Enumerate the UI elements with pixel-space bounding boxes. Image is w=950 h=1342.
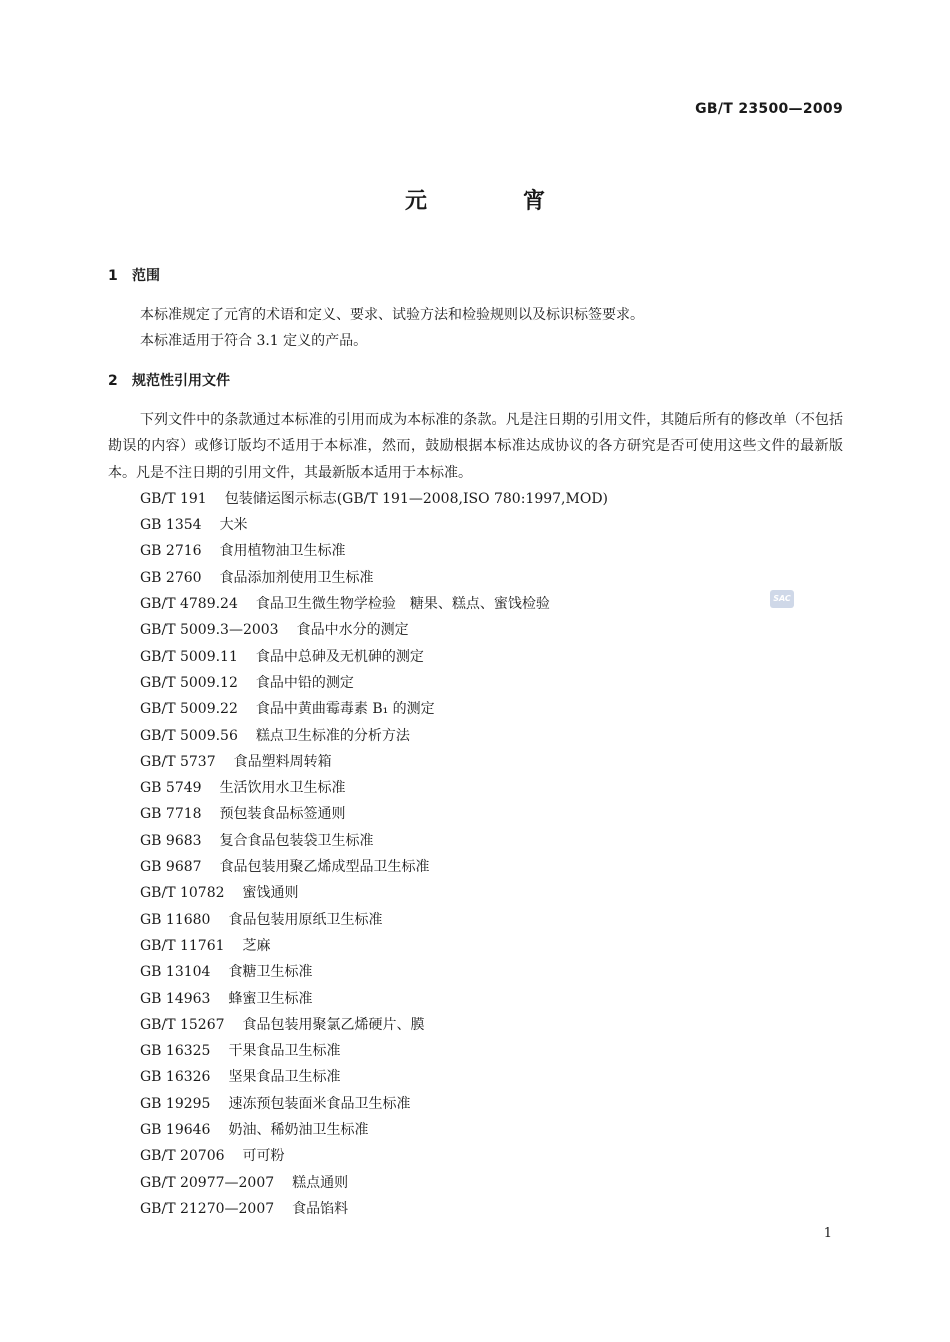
reference-code: GB/T 5009.22 xyxy=(140,701,238,718)
section-scope xyxy=(108,264,843,355)
reference-title: 食品包装用聚乙烯成型品卫生标准 xyxy=(219,859,430,876)
references-intro: 下列文件中的条款通过本标准的引用而成为本标准的条款。凡是注日期的引用文件，其随后所有的修改单（不包括勘误的内容）或修订版均不适用于本标准，然而，鼓励根据本标准达成协议的各方研究是否可使用这些文件的最新版本。凡是不注日期的引用文件，其最新版本适用于本标准。 xyxy=(108,412,843,481)
reference-item xyxy=(108,696,843,722)
reference-title: 食糖卫生标准 xyxy=(228,964,313,981)
standard-code: GB/T 23500—2009 xyxy=(695,101,843,117)
reference-item xyxy=(108,959,843,985)
reference-code: GB 16326 xyxy=(140,1069,211,1086)
reference-item xyxy=(108,933,843,959)
reference-title: 坚果食品卫生标准 xyxy=(228,1069,341,1086)
reference-list xyxy=(108,486,843,1222)
reference-code: GB 13104 xyxy=(140,964,211,981)
reference-title: 食品馅料 xyxy=(292,1200,349,1217)
reference-item xyxy=(108,591,843,617)
reference-code: GB/T 20977—2007 xyxy=(140,1174,275,1191)
reference-item xyxy=(108,1012,843,1038)
reference-item xyxy=(108,617,843,643)
reference-item xyxy=(108,880,843,906)
reference-title: 食品中总砷及无机砷的测定 xyxy=(255,648,424,665)
reference-title: 糕点卫生标准的分析方法 xyxy=(255,727,410,744)
section-title: 规范性引用文件 xyxy=(132,373,230,389)
reference-title: 预包装食品标签通则 xyxy=(219,806,346,823)
reference-item xyxy=(108,538,843,564)
reference-item xyxy=(108,723,843,749)
reference-title: 糕点通则 xyxy=(292,1174,349,1191)
reference-code: GB 1354 xyxy=(140,517,202,534)
reference-item xyxy=(108,775,843,801)
reference-item xyxy=(108,854,843,880)
reference-item xyxy=(108,1091,843,1117)
reference-code: GB/T 11761 xyxy=(140,937,225,954)
reference-title: 芝麻 xyxy=(242,937,271,954)
reference-item xyxy=(108,1117,843,1143)
reference-code: GB/T 5009.11 xyxy=(140,648,238,665)
reference-code: GB/T 5009.3—2003 xyxy=(140,622,279,639)
reference-item xyxy=(108,1196,843,1222)
reference-item xyxy=(108,486,843,512)
reference-title: 速冻预包装面米食品卫生标准 xyxy=(228,1095,411,1112)
reference-title: 食品中铅的测定 xyxy=(255,674,354,691)
reference-code: GB/T 15267 xyxy=(140,1016,225,1033)
page-number: 1 xyxy=(823,1226,832,1241)
reference-title: 复合食品包装袋卫生标准 xyxy=(219,832,374,849)
reference-code: GB/T 5009.56 xyxy=(140,727,238,744)
reference-item xyxy=(108,644,843,670)
reference-title: 食品卫生微生物学检验 糖果、糕点、蜜饯检验 xyxy=(255,596,550,613)
reference-code: GB/T 5009.12 xyxy=(140,674,238,691)
reference-code: GB 14963 xyxy=(140,990,211,1007)
reference-item xyxy=(108,565,843,591)
reference-code: GB 5749 xyxy=(140,780,202,797)
reference-code: GB/T 20706 xyxy=(140,1148,225,1165)
scope-paragraph: 本标准规定了元宵的术语和定义、要求、试验方法和检验规则以及标识标签要求。 xyxy=(140,307,644,323)
reference-code: GB 11680 xyxy=(140,911,211,928)
reference-code: GB 16325 xyxy=(140,1043,211,1060)
document-title: 元宵 xyxy=(404,189,641,214)
reference-item xyxy=(108,986,843,1012)
reference-title: 奶油、稀奶油卫生标准 xyxy=(228,1122,369,1139)
reference-title: 蜜饯通则 xyxy=(242,885,299,902)
reference-code: GB/T 5737 xyxy=(140,753,216,770)
reference-title: 食品塑料周转箱 xyxy=(233,753,332,770)
section-number: 1 xyxy=(108,268,118,284)
reference-title: 干果食品卫生标准 xyxy=(228,1043,341,1060)
reference-title: 包装储运图示标志(GB/T 191—2008,ISO 780:1997,MOD) xyxy=(224,490,609,507)
reference-item xyxy=(108,907,843,933)
reference-item xyxy=(108,1038,843,1064)
section-heading xyxy=(108,369,843,393)
reference-title: 大米 xyxy=(219,517,248,534)
reference-item xyxy=(108,670,843,696)
reference-item xyxy=(108,512,843,538)
reference-title: 食品中黄曲霉毒素 B₁ 的测定 xyxy=(255,701,435,718)
reference-code: GB 2716 xyxy=(140,543,202,560)
reference-item xyxy=(108,828,843,854)
reference-item xyxy=(108,1170,843,1196)
sac-watermark: SAC xyxy=(770,590,794,608)
reference-code: GB 9683 xyxy=(140,832,202,849)
reference-item xyxy=(108,1143,843,1169)
reference-title: 食用植物油卫生标准 xyxy=(219,543,346,560)
section-heading xyxy=(108,264,843,288)
reference-title: 可可粉 xyxy=(242,1148,285,1165)
reference-title: 生活饮用水卫生标准 xyxy=(219,780,346,797)
reference-code: GB/T 191 xyxy=(140,490,207,507)
reference-title: 蜂蜜卫生标准 xyxy=(228,990,313,1007)
reference-code: GB 2760 xyxy=(140,569,202,586)
reference-code: GB/T 21270—2007 xyxy=(140,1200,275,1217)
reference-code: GB/T 4789.24 xyxy=(140,596,238,613)
section-normative-references xyxy=(108,369,843,1222)
reference-code: GB 19295 xyxy=(140,1095,211,1112)
reference-item xyxy=(108,1064,843,1090)
reference-code: GB/T 10782 xyxy=(140,885,225,902)
scope-paragraph: 本标准适用于符合 3.1 定义的产品。 xyxy=(140,333,368,350)
reference-item xyxy=(108,749,843,775)
reference-code: GB 19646 xyxy=(140,1122,211,1139)
section-number: 2 xyxy=(108,373,118,389)
reference-title: 食品包装用聚氯乙烯硬片、膜 xyxy=(242,1016,425,1033)
reference-title: 食品包装用原纸卫生标准 xyxy=(228,911,383,928)
reference-title: 食品中水分的测定 xyxy=(296,622,409,639)
section-title: 范围 xyxy=(132,268,160,284)
reference-title: 食品添加剂使用卫生标准 xyxy=(219,569,374,586)
reference-code: GB 7718 xyxy=(140,806,202,823)
reference-item xyxy=(108,801,843,827)
reference-code: GB 9687 xyxy=(140,859,202,876)
